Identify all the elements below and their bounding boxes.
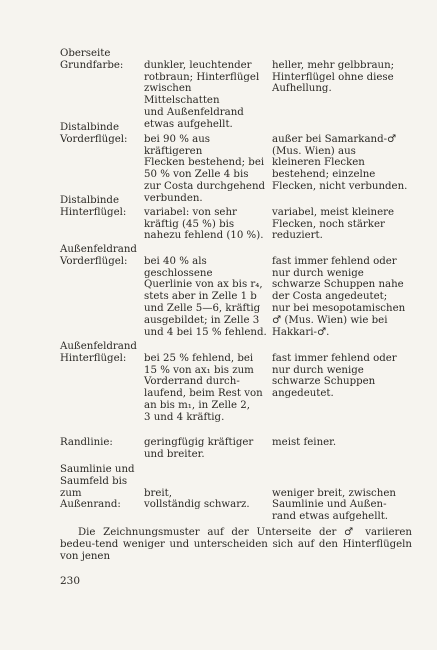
- column-a-text: bei 25 % fehlend, bei 15 % von ax₁ bis zum Vorderrand durch- laufend, beim Rest von an bis m₁, in Zelle 2, 3 und 4 kräftig.: [144, 352, 263, 423]
- body-paragraph: Die Zeichnungsmuster auf der Unterseite der ♂ variieren bedeu-tend weniger und unterscheiden sich auf den Hinterflügeln von jenen: [60, 527, 412, 562]
- column-b-text: meist feiner.: [272, 437, 337, 448]
- row-label: Randlinie:: [60, 437, 113, 448]
- row-label: Außenfeldrand Hinterflügel:: [60, 341, 137, 364]
- column-a-text: variabel: von sehr kräftig (45 %) bis nahezu fehlend (10 %).: [144, 206, 264, 242]
- column-a-text: dunkler, leuchtender rotbraun; Hinterflügel zwischen Mittelschatten und Außenfeldrand etwas aufgehellt.: [144, 59, 260, 130]
- column-b-text: heller, mehr gelbbraun; Hinterflügel ohne diese Aufhellung.: [272, 59, 395, 95]
- column-a-text: geringfügig kräftiger und breiter.: [144, 437, 254, 460]
- column-a-text: breit, vollständig schwarz.: [144, 487, 250, 511]
- column-b-text: weniger breit, zwischen Saumlinie und Außen- rand etwas aufgehellt.: [272, 487, 396, 523]
- column-b-text: außer bei Samarkand-♂ (Mus. Wien) aus kleineren Flecken bestehend; einzelne Flecken, nicht verbunden.: [272, 133, 408, 192]
- row-label: Distalbinde Vorderflügel:: [60, 122, 128, 145]
- row-label: Oberseite Grundfarbe:: [60, 48, 124, 71]
- page-number: 230: [60, 575, 81, 587]
- column-b-text: fast immer fehlend oder nur durch wenige schwarze Schuppen nahe der Costa angedeutet; nur bei mesopotamischen ♂ (Mus. Wien) wie bei Hakkari-♂.: [272, 255, 406, 338]
- column-a-text: bei 90 % aus kräftigeren Flecken bestehend; bei 50 % von Zelle 4 bis zur Costa durchgehend verbunden.: [144, 133, 266, 204]
- column-a-text: bei 40 % als geschlossene Querlinie von ax bis r₄, stets aber in Zelle 1 b und Zelle 5—6, kräftig ausgebildet; in Zelle 3 und 4 bei 15 % fehlend.: [144, 255, 267, 338]
- column-b-text: variabel, meist kleinere Flecken, noch stärker reduziert.: [272, 206, 395, 242]
- row-label: Außenfeldrand Vorderflügel:: [60, 244, 137, 267]
- row-label: Saumlinie und Saumfeld bis zum Außenrand:: [60, 464, 135, 511]
- column-b-text: fast immer fehlend oder nur durch wenige schwarze Schuppen angedeutet.: [272, 352, 397, 400]
- row-label: Distalbinde Hinterflügel:: [60, 195, 127, 218]
